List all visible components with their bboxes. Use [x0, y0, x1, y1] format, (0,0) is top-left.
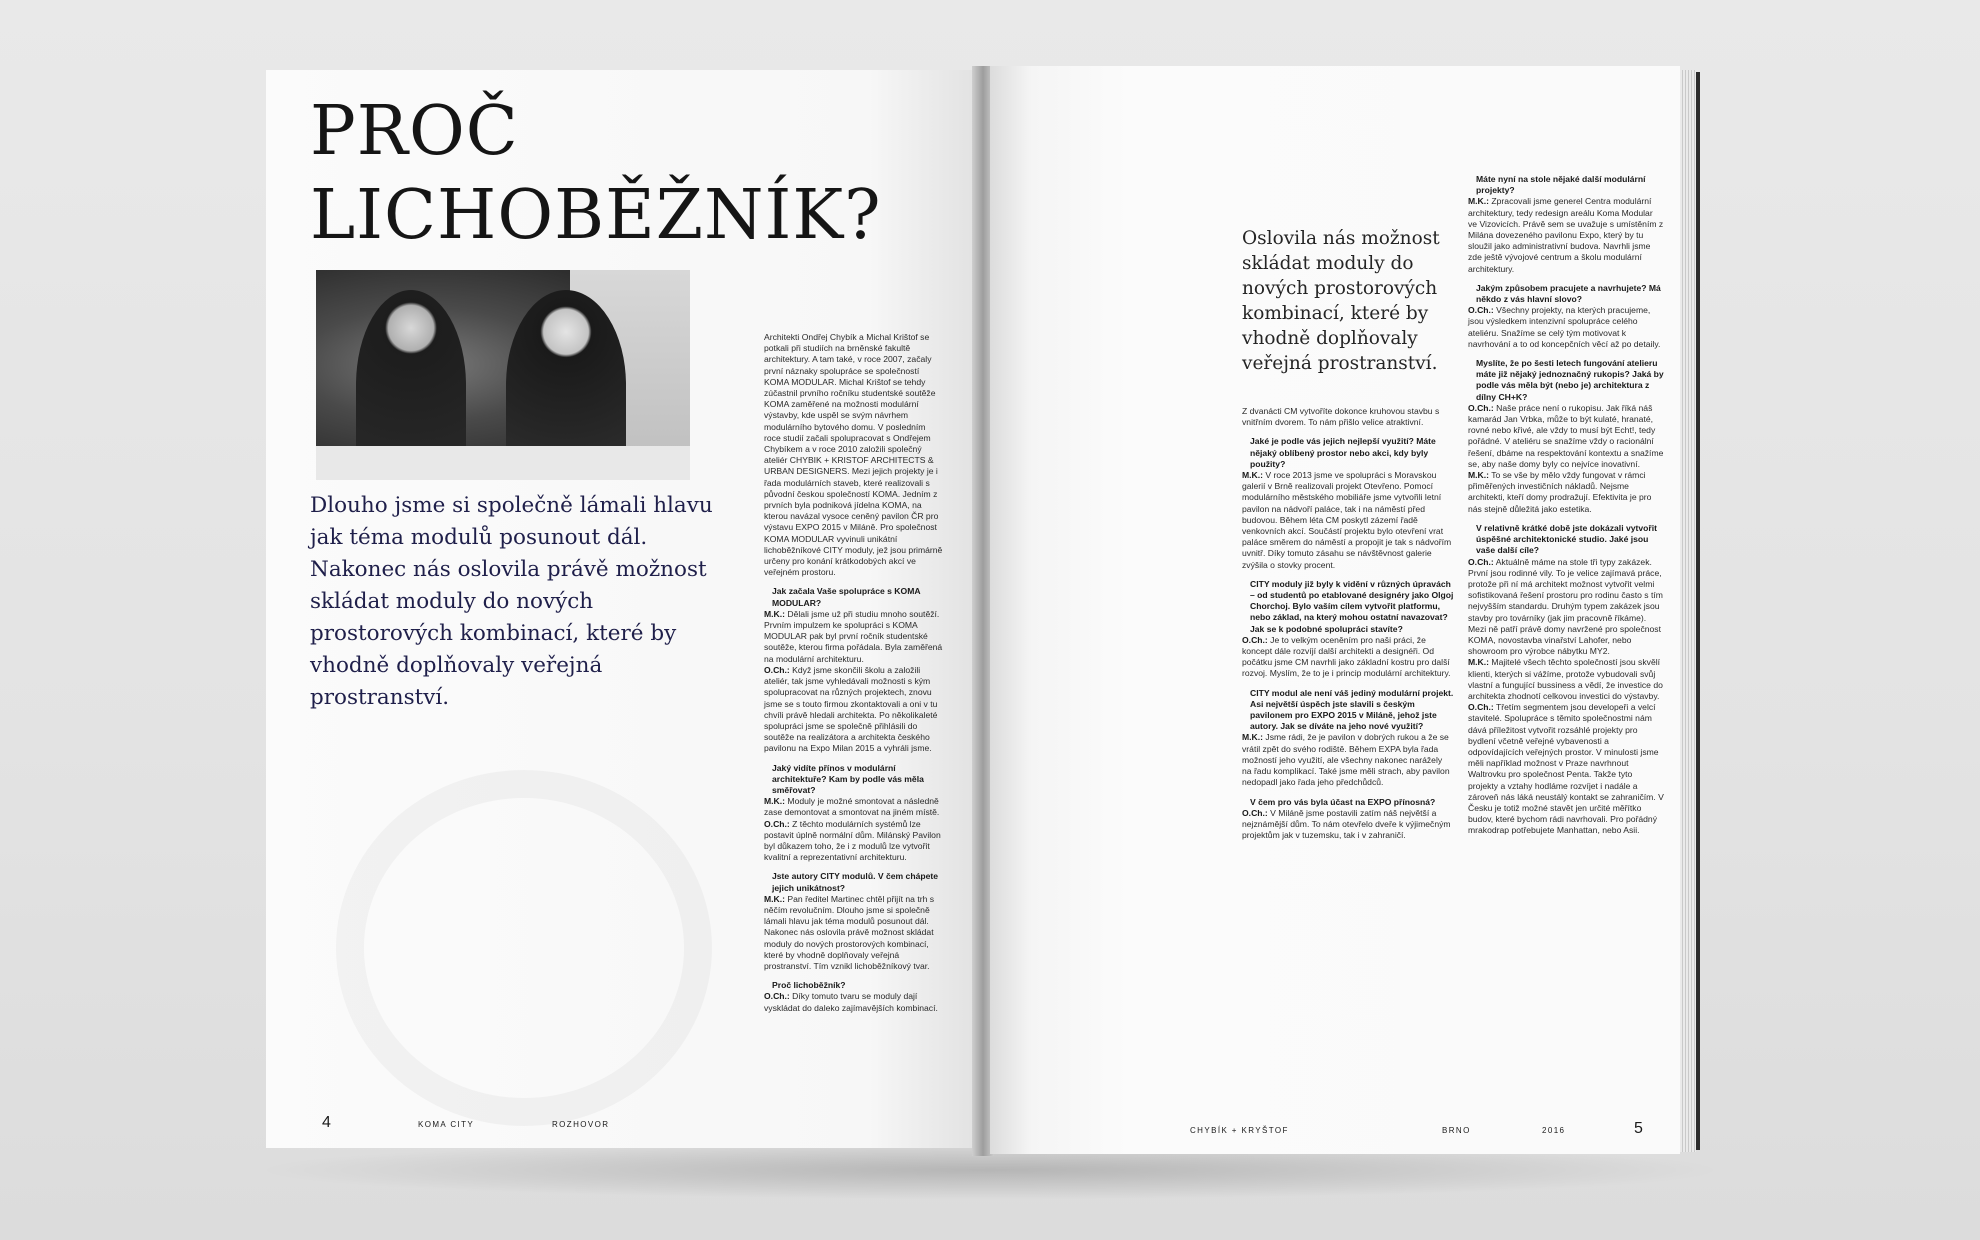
question: Jaký vidíte přínos v modulární architektuře? Kam by podle vás měla směřovat?	[772, 762, 924, 795]
page-edge	[1680, 70, 1696, 1152]
page-headline	[310, 90, 882, 258]
speaker-initials: O.Ch.:	[1468, 402, 1494, 413]
answer-text: Naše práce není o rukopisu. Jak říká náš kamarád Jan Vrbka, může to být kulaté, hranaté, rovné nebo křivé, ale vždy to musí být Echt!, tedy pořádné. V ateliéru se snažíme vždy o racionální řešení, dbáme na respektování kontextu a snažíme se, aby naše domy byly co nejvíce inovativní.	[1468, 402, 1664, 469]
ghost-watermark	[336, 770, 712, 1126]
speaker-initials: M.K.:	[1242, 470, 1264, 481]
question: Jaké je podle vás jejich nejlepší využití? Máte nějaký oblíbený prostor nebo akci, kdy byly použity?	[1250, 436, 1436, 469]
answer-text: Zpracovali jsme generel Centra modulární architektury, tedy redesign areálu Koma Modular ve Vizovicích. Právě sem se uvažuje s umístěním z Milána dovezeného pavilonu Expo, který by tu sloužil jako administrativní budova. Navrhli jsme zde ještě vývojové centrum a školu modulární architektury.	[1468, 196, 1664, 274]
answer	[764, 796, 944, 818]
question: Jakým způsobem pracujete a navrhujete? Má někdo z vás hlavní slovo?	[1476, 282, 1661, 305]
question: Proč lichoběžník?	[772, 980, 846, 991]
answer	[764, 991, 944, 1013]
headline-line-2: LICHOBĚŽNÍK?	[310, 176, 882, 255]
lead-paragraph: Dlouho jsme si společně lámali hlavu jak téma modulů posunout dál. Nakonec nás oslovila právě možnost skládat moduly do nových prostorových kombinací, které by vhodně doplňovaly veřejná prostranství.	[310, 493, 713, 710]
answer-text: V roce 2013 jsme ve spolupráci s Moravskou galerií v Brně realizovali projekt Otevřeno. Pomocí modulárního městského mobiliáře jsme vytvořili letní pavilon na nádvoří paláce, tak i na náměstí před budovou. Během léta CM poskytl zázemí řadě venkovních akcí. Součástí projektu bylo otevření vrat paláce směrem do náměstí a propojit je tak s nádvořím uvnitř. Díky tomuto zásahu se návštěvnost galerie zvýšila o stovky procent.	[1242, 470, 1452, 570]
left-text-column	[764, 332, 944, 1014]
footer-publication: KOMA CITY	[418, 1120, 475, 1129]
answer	[1468, 557, 1664, 658]
footer-brand: CHYBÍK + KRYŠTOF	[1190, 1126, 1289, 1135]
intro-paragraph: Architekti Ondřej Chybík a Michal Krištof se potkali při studiích na brněnské fakultě architektury. A tam také, v roce 2007, začaly první náznaky spolupráce se společností KOMA MODULAR. Michal Krištof se tehdy zúčastnil prvního ročníku studentské soutěže KOMA zaměřené na možnosti modulární výstavby, kde uspěl se svým návrhem modulárního bytového domu. V posledním roce studií začali spolupracovat s Ondřejem Chybíkem a v roce 2010 založili společný ateliér CHYBIK + KRISTOF ARCHITECTS & URBAN DESIGNERS. Mezi jejich projekty je i řada modulárních staveb, které realizovali s původní českou společností KOMA. Jedním z prvních byla podniková jídelna KOMA, na kterou navázal vysoce ceněný pavilon ČR pro výstavu EXPO 2015 v Miláně. Pro společnost KOMA MODULAR vyvinuli unikátní lichoběžníkové CITY moduly, jež jsou primárně určeny pro konání krátkodobých akcí ve veřejném prostoru.	[764, 332, 943, 578]
speaker-initials: O.Ch.:	[1242, 807, 1268, 818]
speaker-initials: M.K.:	[1242, 732, 1264, 743]
speaker-initials: M.K.:	[764, 608, 786, 619]
page-footer-left	[266, 1108, 976, 1148]
speaker-initials: M.K.:	[1468, 657, 1490, 668]
speaker-initials: O.Ch.:	[764, 991, 790, 1002]
question: Jste autory CITY modulů. V čem chápete jejich unikátnost?	[772, 871, 939, 893]
footer-city: BRNO	[1442, 1126, 1471, 1135]
speaker-initials: M.K.:	[764, 796, 786, 807]
answer	[1468, 657, 1664, 702]
answer-text: Moduly je možné smontovat a následně zase demontovat a smontovat na jiném místě.	[764, 796, 940, 818]
answer	[764, 665, 944, 755]
answer	[764, 819, 944, 864]
answer	[764, 609, 944, 665]
footer-year: 2016	[1542, 1126, 1566, 1135]
speaker-initials: O.Ch.:	[1468, 556, 1494, 567]
speaker-initials: M.K.:	[1468, 196, 1490, 207]
question: Jak začala Vaše spolupráce s KOMA MODULAR?	[772, 586, 921, 608]
page-number: 5	[1634, 1120, 1643, 1137]
question: Myslíte, že po šesti letech fungování atelieru máte již nějaký jednoznačný rukopis? Jaká by podle vás měla být (nebo je) architektura z dílny CH+K?	[1476, 358, 1664, 402]
footer-section: ROZHOVOR	[552, 1120, 610, 1129]
answer	[1468, 305, 1664, 350]
answer	[1242, 635, 1454, 680]
speaker-initials: O.Ch.:	[764, 818, 790, 829]
left-page	[266, 70, 976, 1148]
headline-line-1: PROČ	[310, 92, 519, 171]
page-footer-right	[990, 1114, 1680, 1154]
answer-text: Majitelé všech těchto společností jsou skvělí klienti, kterých si vážíme, protože vybudovali svůj vlastní a fungující bussiness a vědí, že investice do architekta zhodnotí celkovou investici do výstavby.	[1468, 657, 1663, 701]
page-number: 4	[322, 1114, 331, 1131]
right-column-2	[1468, 166, 1664, 837]
answer-text: Když jsme skončili školu a založili ateliér, tak jsme vyhledávali možnosti s kým spolupracovat na různých projektech, znovu jsme se s touto firmou zkontaktovali a oni v tu chvíli právě hledali architekta. Po několikaleté spolupráci jsme se společně přihlásili do soutěže na realizátora a architekta českého pavilonu na Expo Milan 2015 a vyhráli jsme.	[764, 664, 938, 754]
answer-text: Je to velkým oceněním pro naši práci, že koncept dále rozvíjí další architekti a designéři. Od počátku jsme CM navrhli jako základní kostru pro další rozvoj. Myslím, že to je i princip modulární architektury.	[1242, 634, 1451, 679]
qa-list	[1242, 436, 1454, 841]
right-page	[990, 66, 1680, 1154]
qa-list	[764, 586, 944, 1013]
answer-text: Pan ředitel Martinec chtěl přijít na trh s něčím revolučním. Dlouho jsme si společně lámali hlavu jak téma modulů posunout dál. Nakonec nás oslovila právě možnost skládat moduly do nových prostorových kombinací, které by vhodně doplňovaly veřejná prostranství. Tím vznikl lichoběžníkový tvar.	[764, 893, 935, 971]
answer	[1468, 470, 1664, 515]
back-cover-edge	[1696, 72, 1700, 1150]
speaker-initials: M.K.:	[764, 893, 786, 904]
right-column-1	[1242, 406, 1454, 841]
speaker-initials: O.Ch.:	[764, 664, 790, 675]
answer-text: Jsme rádi, že je pavilon v dobrých rukou a že se vrátil zpět do svého rodiště. Během EXPA byla řada možností jeho využití, ale všechny nakonec narážely na řadu komplikací. Také jsme měli strach, aby pavilon nedopadl jako řada jeho předchůdců.	[1242, 732, 1450, 788]
answer-text: V Miláně jsme postavili zatím náš největší a nejznámější dům. To nám otevřelo dveře k výjimečným projektům jak v tuzemsku, tak i v zahraničí.	[1242, 807, 1451, 841]
answer	[1242, 732, 1454, 788]
answer	[1242, 470, 1454, 571]
right-intro: Z dvanácti CM vytvoříte dokonce kruhovou stavbu s vnitřním dvorem. To nám přišlo velice atraktivní.	[1242, 406, 1440, 428]
pull-quote: Oslovila nás možnost skládat moduly do nových prostorových kombinací, které by vhodně doplňovaly veřejná prostranství.	[1242, 228, 1440, 374]
question: CITY modul ale není váš jediný modulární projekt. Asi největší úspěch jste slavili s českým pavilonem pro EXPO 2015 v Miláně, jehož jste autory. Jak se díváte na jeho nové využití?	[1250, 687, 1454, 732]
question: Máte nyní na stole nějaké další modulární projekty?	[1476, 174, 1646, 196]
question: V čem pro vás byla účast na EXPO přínosná?	[1250, 796, 1436, 807]
answer-text: Aktuálně máme na stole tři typy zakázek. První jsou rodinné vily. To je velice zajímavá práce, protože při ní má architekt možnost vytvořit velmi sofistikovaná řešení prostoru pro rodinu často s tím nejvyšším standardu. Druhým typem zakázek jsou stavby pro továrníky (jak jim pracovně říkáme). Mezi ně patří právě domy navržené pro společnost KOMA, novostavba vinařství Lahofer, nebo showroom pro výrobce nábytku MY2.	[1468, 556, 1663, 657]
answer-text: Z těchto modulárních systémů lze postavit úplně normální dům. Milánský Pavilon byl důkazem toho, že i z modulů lze vytvořit kvalitní a reprezentativní architekturu.	[764, 818, 941, 863]
portrait-photo	[316, 270, 690, 480]
question: V relativně krátké době jste dokázali vytvořit úspěšné architektonické studio. Jaké jsou vaše další cíle?	[1476, 522, 1658, 556]
answer-text: Dělali jsme už při studiu mnoho soutěží. Prvním impulzem ke spolupráci s KOMA MODULAR pak byl první ročník studentské soutěže, kterou firma pořádala. Byla zaměřená na modulární architekturu.	[764, 608, 943, 664]
answer	[1468, 196, 1664, 274]
answer-text: Třetím segmentem jsou developeři a velcí stavitelé. Spolupráce s těmito společnostmi nám dává příležitost vytvořit rozsáhlé projekty pro bydlení včetně veřejné vybavenosti a odpovídajících veřejných prostor. V minulosti jsme měli například možnost v Praze navrhnout Waltrovku pro společnost Penta. Takže tyto projekty a vztahy hodláme rozvíjet i nadále a zároveň nás láká neustálý kontakt se zahraničím. V Česku je totiž možné stavět jen určité měřítko budov, které bychom rádi navrhovali. Pro pořádný mrakodrap potřebujete Manhattan, nebo Asii.	[1468, 702, 1664, 836]
speaker-initials: O.Ch.:	[1468, 702, 1494, 713]
answer	[1242, 808, 1454, 842]
answer	[764, 894, 944, 972]
speaker-initials: O.Ch.:	[1242, 634, 1268, 645]
question: CITY moduly již byly k vidění v různých úpravách – od studentů po etablované designéry jako Olgoj Chorchoj. Bylo vaším cílem vytvořit platformu, nebo základ, na který mohou ostatní navazovat? Jak se k podobné spolupráci stavíte?	[1250, 578, 1454, 634]
answer	[1468, 702, 1664, 836]
speaker-initials: M.K.:	[1468, 470, 1490, 481]
answer	[1468, 403, 1664, 470]
answer-text: Všechny projekty, na kterých pracujeme, jsou výsledkem intenzivní spolupráce celého ateliéru. Snažíme se celý tým motivovat k navrhování a to od koncepčních věcí až po detaily.	[1468, 305, 1661, 349]
speaker-initials: O.Ch.:	[1468, 305, 1494, 316]
qa-list	[1468, 174, 1664, 837]
answer-text: Díky tomuto tvaru se moduly dají vyskládat do daleko zajímavějších kombinací.	[764, 991, 938, 1013]
answer-text: To se vše by mělo vždy fungovat v rámci přiměřených investičních nákladů. Nejsme architekti, kteří domy prodražují. Efektivita je pro nás stejně důležitá jako estetika.	[1468, 470, 1652, 514]
